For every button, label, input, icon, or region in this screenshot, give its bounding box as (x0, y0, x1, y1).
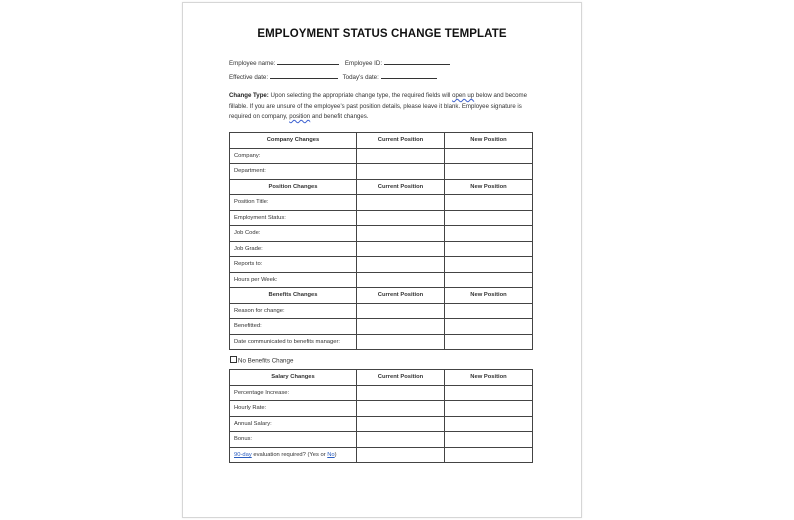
document-page (182, 2, 582, 518)
current-cell[interactable] (357, 226, 445, 242)
dates-line (229, 72, 437, 81)
position-changes-header: Position Changes (230, 179, 357, 195)
benefits-header-row (230, 288, 533, 304)
current-position-header: Current Position (357, 370, 445, 386)
todays-date-blank[interactable] (381, 72, 437, 79)
row-label: Reports to: (230, 257, 357, 273)
new-cell[interactable] (445, 303, 533, 319)
table-row (230, 257, 533, 273)
instructions-text-2: below and become fillable. If you are unsure of the employee's past position details, please leave it blank. Employee signature is required on company, (229, 92, 527, 120)
new-cell[interactable] (445, 148, 533, 164)
benefits-changes-header: Benefits Changes (230, 288, 357, 304)
open-up-text: open up (452, 92, 475, 99)
current-cell[interactable] (357, 385, 445, 401)
current-cell[interactable] (357, 195, 445, 211)
table-row (230, 319, 533, 335)
new-cell[interactable] (445, 195, 533, 211)
employee-id-label: Employee ID: (344, 60, 383, 67)
current-cell[interactable] (357, 319, 445, 335)
new-cell[interactable] (445, 432, 533, 448)
new-cell[interactable] (445, 226, 533, 242)
current-cell[interactable] (357, 432, 445, 448)
current-cell[interactable] (357, 334, 445, 350)
new-cell[interactable] (445, 319, 533, 335)
row-label: Date communicated to benefits manager: (230, 334, 357, 350)
new-position-header: New Position (445, 370, 533, 386)
new-position-header: New Position (445, 133, 533, 149)
effective-date-blank[interactable] (270, 72, 338, 79)
table-row (230, 164, 533, 180)
row-label: Employment Status: (230, 210, 357, 226)
changes-table (229, 132, 533, 350)
table-row (230, 303, 533, 319)
table-row (230, 416, 533, 432)
current-cell[interactable] (357, 401, 445, 417)
current-position-header: Current Position (357, 288, 445, 304)
row-label: Annual Salary: (230, 416, 357, 432)
new-cell[interactable] (445, 416, 533, 432)
new-cell[interactable] (445, 210, 533, 226)
document-title: EMPLOYMENT STATUS CHANGE TEMPLATE (257, 28, 507, 40)
table-row (230, 272, 533, 288)
row-label: Bonus: (230, 432, 357, 448)
table-row (230, 241, 533, 257)
new-cell[interactable] (445, 272, 533, 288)
evaluation-text: evaluation required? (Yes or (251, 451, 328, 458)
current-cell[interactable] (357, 416, 445, 432)
new-position-header: New Position (445, 288, 533, 304)
position-text: position (289, 113, 311, 120)
employee-id-blank[interactable] (384, 58, 450, 65)
instructions-text-3: and benefit changes. (310, 113, 369, 120)
salary-changes-header: Salary Changes (230, 370, 357, 386)
ninety-day-link[interactable]: 90-day (234, 451, 252, 458)
new-cell[interactable] (445, 401, 533, 417)
row-label: Hours per Week: (230, 272, 357, 288)
row-label: Hourly Rate: (230, 401, 357, 417)
new-cell[interactable] (445, 257, 533, 273)
position-header-row (230, 179, 533, 195)
current-cell[interactable] (357, 210, 445, 226)
table-row (230, 432, 533, 448)
current-cell[interactable] (357, 148, 445, 164)
current-position-header: Current Position (357, 179, 445, 195)
no-benefits-change-label: No Benefits Change (238, 357, 294, 365)
current-cell[interactable] (357, 241, 445, 257)
new-position-header: New Position (445, 179, 533, 195)
current-cell[interactable] (357, 447, 445, 463)
table-row (230, 226, 533, 242)
current-cell[interactable] (357, 303, 445, 319)
salary-table (229, 369, 533, 463)
current-position-header: Current Position (357, 133, 445, 149)
checkbox-icon[interactable] (230, 356, 237, 363)
row-label: Benefitted: (230, 319, 357, 335)
new-cell[interactable] (445, 164, 533, 180)
table-row (230, 401, 533, 417)
current-cell[interactable] (357, 164, 445, 180)
todays-date-label: Today's date: (342, 74, 379, 81)
new-cell[interactable] (445, 334, 533, 350)
employee-name-label: Employee name: (229, 60, 276, 67)
new-cell[interactable] (445, 385, 533, 401)
current-cell[interactable] (357, 272, 445, 288)
current-cell[interactable] (357, 257, 445, 273)
employee-name-blank[interactable] (277, 58, 339, 65)
instructions-paragraph (229, 91, 539, 123)
table-row (230, 447, 533, 463)
company-header-row (230, 133, 533, 149)
name-id-line (229, 58, 450, 67)
row-label: Department: (230, 164, 357, 180)
table-row (230, 334, 533, 350)
table-row (230, 385, 533, 401)
table-row (230, 210, 533, 226)
company-changes-header: Company Changes (230, 133, 357, 149)
no-benefits-change-checkbox[interactable] (230, 356, 293, 365)
row-label: Company: (230, 148, 357, 164)
row-label: Job Grade: (230, 241, 357, 257)
row-label: Job Code: (230, 226, 357, 242)
instructions-text-1: Upon selecting the appropriate change type, the required fields will (268, 92, 453, 99)
evaluation-end: ) (334, 451, 337, 458)
new-cell[interactable] (445, 447, 533, 463)
no-link[interactable]: No (327, 451, 335, 458)
new-cell[interactable] (445, 241, 533, 257)
row-label: Percentage Increase: (230, 385, 357, 401)
row-label: Reason for change: (230, 303, 357, 319)
change-type-label: Change Type: (229, 92, 269, 99)
salary-header-row (230, 370, 533, 386)
table-row (230, 148, 533, 164)
effective-date-label: Effective date: (229, 74, 269, 81)
row-label: Position Title: (230, 195, 357, 211)
evaluation-label (230, 447, 357, 463)
table-row (230, 195, 533, 211)
